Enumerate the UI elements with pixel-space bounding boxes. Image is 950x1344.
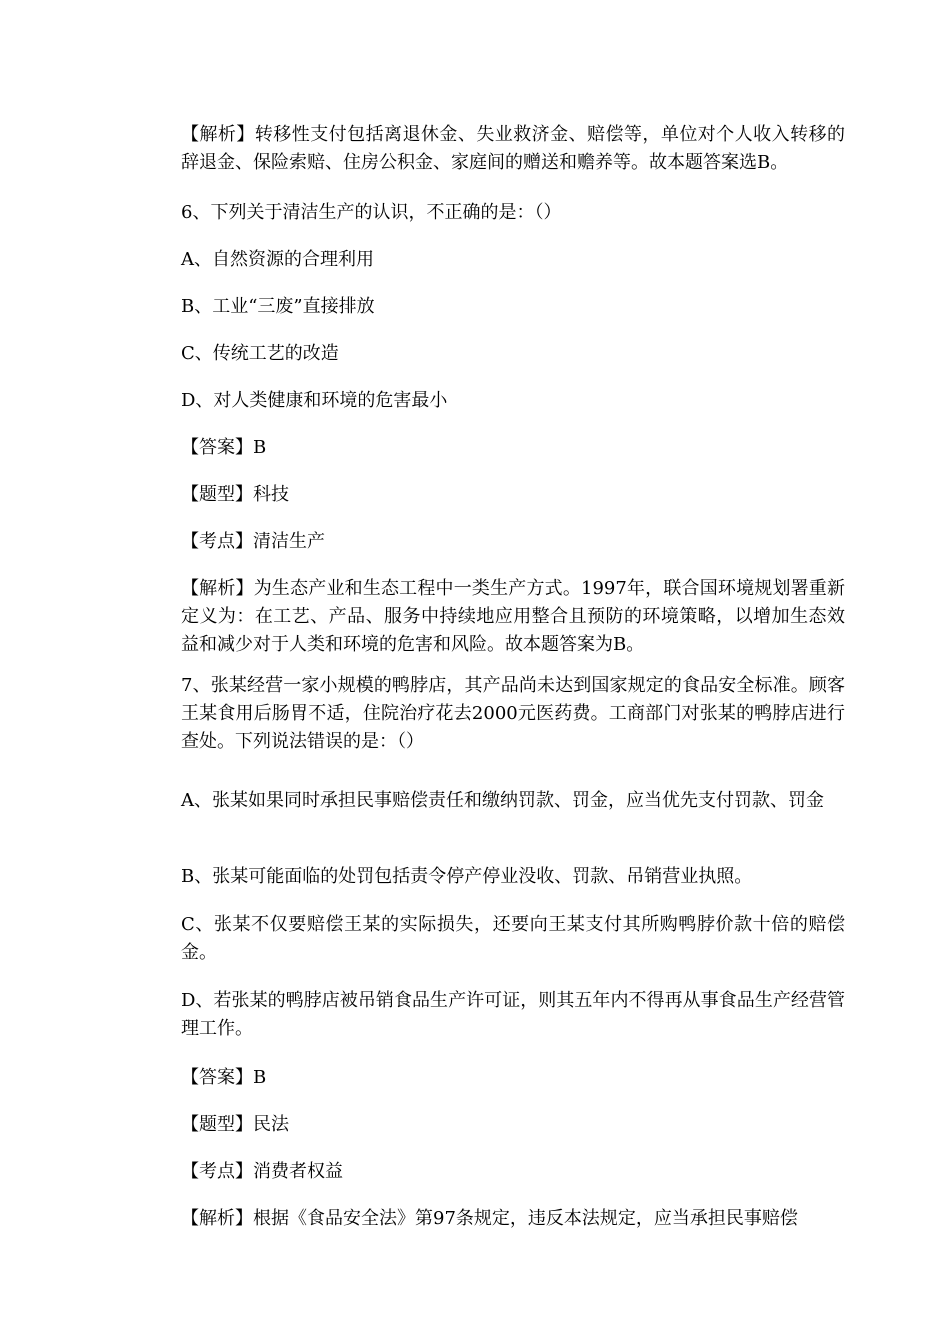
- question-7-analysis: 【解析】根据《食品安全法》第97条规定，违反本法规定，应当承担民事赔偿: [181, 1208, 798, 1229]
- question-6-option-b: B、工业“三废”直接排放: [181, 296, 375, 317]
- question-6-type: 【题型】科技: [181, 484, 289, 505]
- question-6-analysis: 【解析】为生态产业和生态工程中一类生产方式。1997年，联合国环境规划署重新定义为：在工艺、产品、服务中持续地应用整合且预防的环境策略，以增加生态效益和减少对于人类和环境的危害和风险。故本题答案为B。: [181, 578, 845, 655]
- question-7-type: 【题型】民法: [181, 1114, 289, 1135]
- question-6-stem: 6、下列关于清洁生产的认识，不正确的是：（）: [181, 202, 562, 223]
- analysis-paragraph: 【解析】转移性支付包括离退休金、失业救济金、赔偿等，单位对个人收入转移的辞退金、保险索赔、住房公积金、家庭间的赠送和赡养等。故本题答案选B。: [181, 124, 845, 173]
- question-7-option-d: D、若张某的鸭脖店被吊销食品生产许可证，则其五年内不得再从事食品生产经营管理工作。: [181, 990, 845, 1039]
- question-6-point: 【考点】清洁生产: [181, 531, 325, 552]
- question-6-option-c: C、传统工艺的改造: [181, 343, 339, 364]
- question-7-option-c: C、张某不仅要赔偿王某的实际损失，还要向王某支付其所购鸭脖价款十倍的赔偿金。: [181, 914, 845, 963]
- question-7-option-b: B、张某可能面临的处罚包括责令停产停业没收、罚款、吊销营业执照。: [181, 866, 753, 887]
- question-7-option-a: A、张某如果同时承担民事赔偿责任和缴纳罚款、罚金，应当优先支付罚款、罚金: [181, 790, 824, 811]
- question-6-answer: 【答案】B: [181, 437, 267, 458]
- question-7-point: 【考点】消费者权益: [181, 1161, 343, 1182]
- question-6-option-d: D、对人类健康和环境的危害最小: [181, 390, 448, 411]
- question-7-stem: 7、张某经营一家小规模的鸭脖店，其产品尚未达到国家规定的食品安全标准。顾客王某食用后肠胃不适，住院治疗花去2000元医药费。工商部门对张某的鸭脖店进行查处。下列说法错误的是：（）: [181, 675, 845, 752]
- question-6-option-a: A、自然资源的合理利用: [181, 249, 374, 270]
- question-7-answer: 【答案】B: [181, 1067, 267, 1088]
